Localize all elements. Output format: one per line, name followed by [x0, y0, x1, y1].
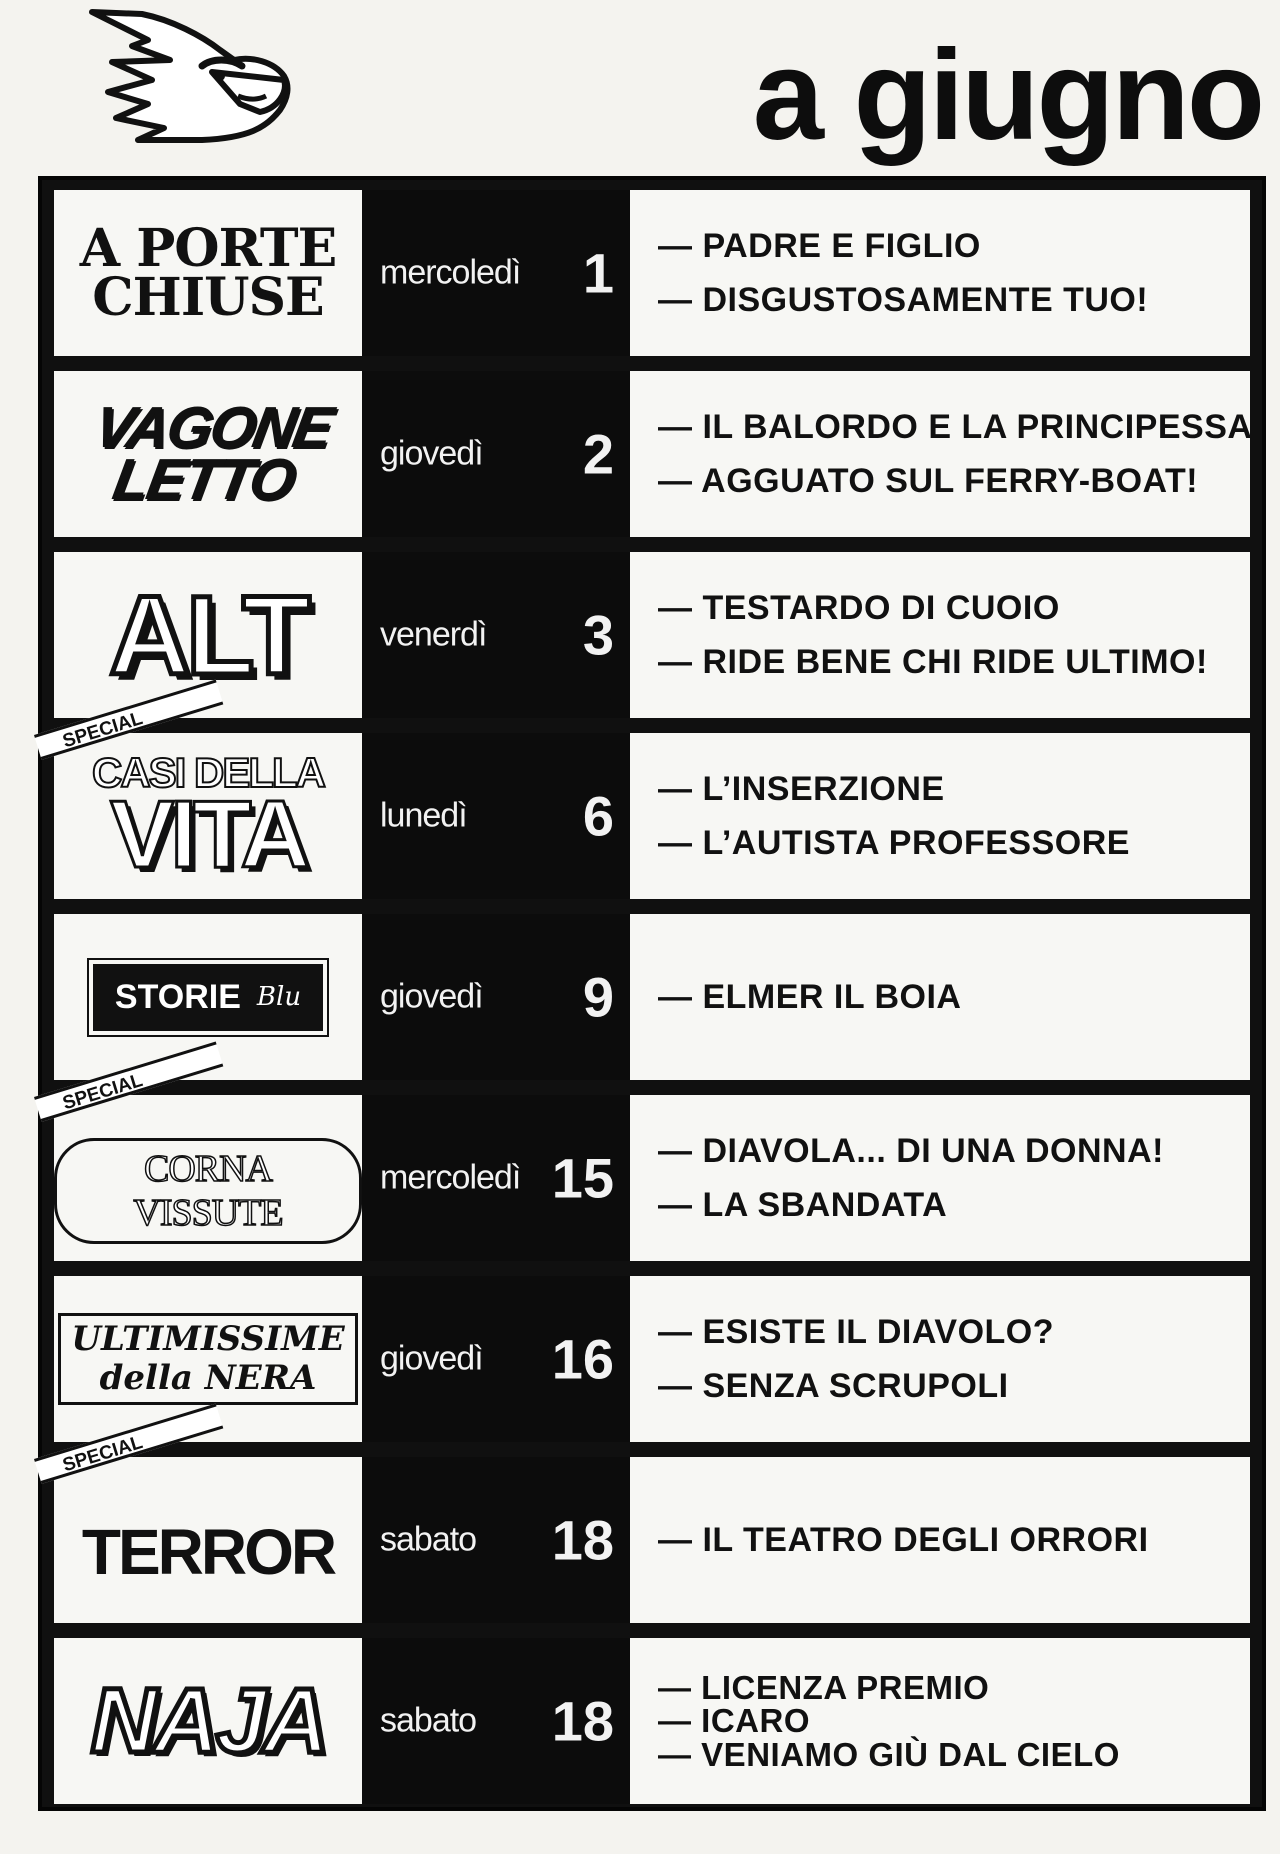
story-title: — IL BALORDO E LA PRINCIPESSA [658, 407, 1253, 446]
date-number: 16 [551, 1327, 614, 1391]
series-logo-line: CHIUSE [92, 267, 324, 328]
series-logo-line: CORNA VISSUTE [54, 1138, 362, 1244]
weekday-label: mercoledì [380, 253, 521, 292]
story-title: — ICARO [658, 1702, 810, 1740]
release-day-cell [362, 1095, 630, 1261]
date-number: 15 [551, 1146, 614, 1210]
release-day-cell [362, 1457, 630, 1623]
series-logo [54, 1457, 362, 1623]
date-number: 1 [582, 241, 614, 305]
series-logo: ALT [109, 572, 307, 698]
series-logo-line: LETTO [108, 447, 299, 512]
story-title: — IL TEATRO DEGLI ORRORI [658, 1520, 1149, 1559]
date-number: 18 [551, 1508, 614, 1572]
table-row [54, 1638, 1250, 1804]
story-list [630, 733, 1250, 899]
date-number: 2 [582, 422, 614, 486]
series-logo-line: Blu [256, 982, 302, 1012]
release-day-cell [362, 371, 630, 537]
series-logo-line: A PORTE [79, 217, 337, 279]
release-day-cell [362, 190, 630, 356]
story-title: — RIDE BENE CHI RIDE ULTIMO! [658, 643, 1208, 681]
table-row [54, 552, 1250, 718]
table-row [54, 1070, 1250, 1261]
weekday-label: venerdì [380, 615, 487, 654]
release-schedule-table [38, 176, 1266, 1811]
release-day-cell [362, 1276, 630, 1442]
story-title: — DIAVOLA... DI UNA DONNA! [658, 1131, 1164, 1170]
story-list [630, 1095, 1250, 1261]
story-list [630, 552, 1250, 718]
weekday-label: sabato [380, 1701, 477, 1740]
release-day-cell [362, 552, 630, 718]
table-row [54, 1432, 1250, 1623]
table-row [54, 914, 1250, 1080]
story-title: — DISGUSTOSAMENTE TUO! [658, 281, 1149, 319]
series-logo-line: STORIE [114, 977, 241, 1016]
series-logo [54, 190, 362, 356]
table-row [54, 708, 1250, 899]
series-logo-cell [54, 1638, 362, 1804]
series-logo: NAJA [90, 1669, 326, 1772]
series-logo [54, 733, 362, 899]
series-logo [39, 371, 376, 537]
story-list [630, 1638, 1250, 1804]
story-list [630, 371, 1253, 537]
series-logo-box [58, 1313, 357, 1405]
story-title: — ELMER IL BOIA [658, 977, 962, 1016]
weekday-label: giovedì [380, 434, 483, 473]
story-list [630, 914, 1250, 1080]
series-logo-box [93, 964, 323, 1031]
story-title: — TESTARDO DI CUOIO [658, 588, 1060, 627]
story-list [630, 190, 1250, 356]
story-title: — SENZA SCRUPOLI [658, 1367, 1009, 1405]
weekday-label: giovedì [380, 1339, 483, 1378]
series-logo-line: CASI DELLA [92, 748, 324, 796]
weekday-label: lunedì [380, 796, 467, 835]
table-row [54, 190, 1250, 356]
story-title: — LA SBANDATA [658, 1186, 948, 1224]
story-title: — PADRE E FIGLIO [658, 226, 981, 265]
series-logo-line: VAGONE [89, 394, 336, 460]
special-banner: SPECIAL [34, 1403, 223, 1483]
date-number: 9 [582, 965, 614, 1029]
date-number: 18 [551, 1689, 614, 1753]
story-title: — L’INSERZIONE [658, 769, 945, 808]
special-banner: SPECIAL [34, 679, 223, 759]
series-logo-cell [54, 708, 362, 899]
release-day-cell [362, 1638, 630, 1804]
story-list [630, 1457, 1250, 1623]
table-row [54, 371, 1253, 537]
story-title: — AGGUATO SUL FERRY-BOAT! [658, 462, 1199, 500]
series-logo-line: TERROR [81, 1516, 335, 1588]
table-row [54, 1276, 1250, 1442]
date-number: 6 [582, 784, 614, 848]
weekday-label: giovedì [380, 977, 483, 1016]
special-banner: SPECIAL [34, 1041, 223, 1121]
series-logo-line: VITA [110, 780, 306, 888]
story-list [630, 1276, 1250, 1442]
release-day-cell [362, 733, 630, 899]
eagle-head-icon [52, 0, 292, 170]
series-logo-line: ULTIMISSIME [71, 1318, 345, 1359]
series-logo [54, 1095, 362, 1261]
story-title: — ESISTE IL DIAVOLO? [658, 1312, 1055, 1351]
series-logo-line: della NERA [99, 1358, 317, 1398]
series-logo-cell [54, 371, 362, 537]
date-number: 3 [582, 603, 614, 667]
story-title: — LICENZA PREMIO [658, 1668, 990, 1706]
series-logo-cell [54, 1070, 362, 1261]
release-day-cell [362, 914, 630, 1080]
story-title: — VENIAMO GIÙ DAL CIELO [658, 1735, 1120, 1773]
story-title: — L’AUTISTA PROFESSORE [658, 824, 1130, 862]
page-title: a giugno [752, 24, 1262, 167]
series-logo-cell [54, 190, 362, 356]
weekday-label: sabato [380, 1520, 477, 1559]
series-logo-cell [54, 1432, 362, 1623]
weekday-label: mercoledì [380, 1158, 521, 1197]
